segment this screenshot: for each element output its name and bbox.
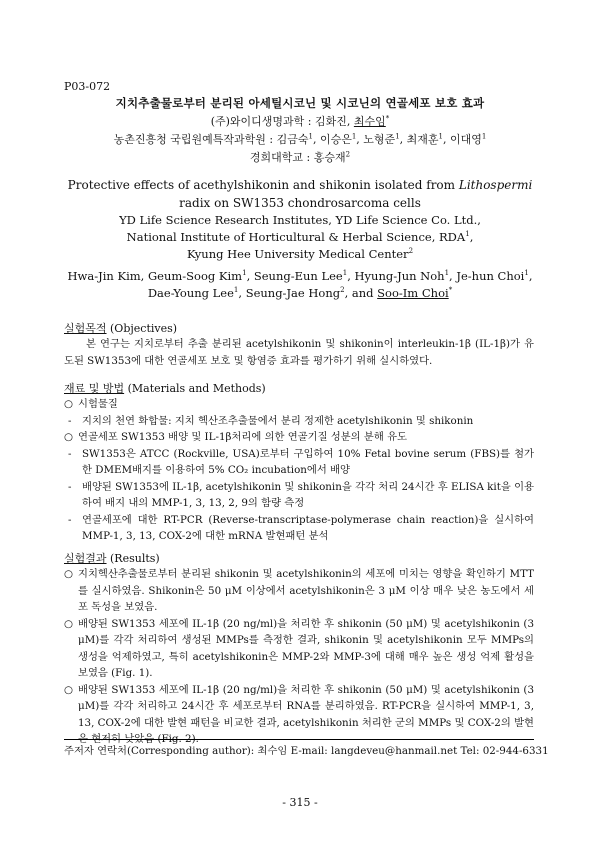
author-kor: 이대영	[450, 133, 482, 146]
corresponding-author-kor: 최수임	[353, 115, 386, 128]
list-item-text: 연골세포에 대한 RT-PCR (Reverse-transcriptase-polymerase chain reaction)을 실시하여 MMP-1, 3, 13, COX-2에 대한 mRNA 발현패턴 분석	[82, 513, 534, 542]
results-heading	[64, 550, 160, 566]
affiliation-text: 경희대학교 : 홍승재	[249, 151, 346, 164]
author-text: , Je-hun Choi	[449, 269, 525, 283]
bullet-mark: ○	[64, 398, 73, 410]
affiliation-text: 농촌진흥청 국립원예특작과학원 :	[113, 133, 277, 146]
author-kor: 이승은	[319, 133, 352, 146]
bullet-mark: -	[68, 480, 72, 493]
author-kor: 노형준	[363, 133, 396, 146]
section-title-en: (Results)	[106, 552, 160, 565]
title-italic: Lithospermi	[458, 178, 533, 192]
list-item-text: 배양된 SW1353 세포에 IL-1β (20 ng/ml)을 처리한 후 shikonin (50 μM) 및 acetylshikonin (3 μM)를 각각 처리하고 24시간 후 세포로부터 RNA를 분리하였음. RT-PCR을 실시하여 MMP-1, 3, 13, COX-2에 대한 발현 패턴을 비교한 결과, acetylshikonin 처리한 군의 MMPs 및 COX-2의 발현은 현저히 낮았음 (Fig. 2).	[78, 683, 534, 745]
list-item	[64, 566, 534, 616]
list-item	[64, 429, 534, 446]
korean-affiliation-1: (주)와이디생명과학 : 김화진, 최수임*	[210, 114, 390, 128]
english-affiliations	[50, 212, 550, 263]
institution-1: YD Life Science Research Institutes, YD Life Science Co. Ltd.,	[119, 213, 481, 227]
section-title-en: (Objectives)	[106, 322, 178, 335]
list-item-text: 시험물질	[78, 398, 118, 410]
author-text: , Hyung-Jun Noh	[347, 269, 445, 283]
section-title: 실험결과	[64, 552, 107, 565]
list-item-text: 배양된 SW1353에 IL-1β, acetylshikonin 및 shikonin을 각각 처리 24시간 후 ELISA kit을 이용하여 배지 내의 MMP-1, 3, 13, 2, 9의 함량 측정	[82, 480, 534, 509]
title-text: Protective effects of acethylshikonin and shikonin isolated from	[67, 178, 459, 192]
affiliation-text: (주)와이디생명과학 : 김화진,	[210, 115, 354, 128]
list-item	[64, 616, 534, 682]
list-item-text: 연골세포 SW1353 배양 및 IL-1β처리에 의한 연골기질 성분의 분해 유도	[78, 431, 407, 443]
institution-text: Kyung Hee University Medical Center	[186, 247, 409, 261]
list-item-text: 지치헥산추출물로부터 분리된 shikonin 및 acetylshikonin의 세포에 미치는 영향을 확인하기 MTT를 실시하였음. Shikonin은 50 μM 이상에서 acetylshikonin은 3 μM 이상 매우 낮은 농도에서 세포 독성을 보였음.	[78, 568, 534, 613]
author-text: , Seung-Eun Lee	[246, 269, 343, 283]
methods-heading	[64, 380, 266, 396]
bullet-mark: ○	[64, 683, 73, 696]
corresponding-author-en: Soo-Im Choi	[377, 286, 449, 300]
bullet-mark: ○	[64, 568, 73, 580]
korean-affiliation-2: 농촌진흥청 국립원예특작과학원 : 김금숙$^1$, 이승은$^1$, 노형준$^1$, 최재훈$^1$, 이대영$^1$	[113, 132, 487, 146]
section-title-en: (Materials and Methods)	[124, 382, 266, 395]
bullet-mark: ○	[64, 431, 73, 443]
list-item	[64, 413, 534, 430]
objectives-text: 본 연구는 지치로부터 추출 분리된 acetylshikonin 및 shikonin이 interleukin-1β (IL-1β)가 유도된 SW1353에 대한 연골세포 보호 및 항염증 효과를 평가하기 위해 실시하였다.	[64, 338, 534, 367]
title-text: radix on SW1353 chondrosarcoma cells	[179, 196, 421, 210]
corresponding-author-footer: 주저자 연락처(Corresponding author): 최수임 E-mail: langdeveu@hanmail.net Tel: 02-944-6331	[64, 745, 549, 757]
author-text: Hwa-Jin Kim, Geum-Soog Kim	[67, 269, 243, 283]
english-title	[50, 176, 550, 212]
author-text: , Seung-Jae Hong	[238, 286, 341, 300]
bullet-mark: ○	[64, 617, 73, 630]
list-item	[64, 479, 534, 512]
methods-list	[64, 396, 534, 545]
author-text: ,	[528, 269, 533, 283]
author-text: Dae-Young Lee	[147, 286, 234, 300]
abstract-code: P03-072	[64, 80, 111, 93]
page-number: - 315 -	[282, 796, 318, 809]
bullet-mark: -	[68, 513, 72, 526]
institution-text: National Institute of Horticultural & Herbal Science, RDA	[126, 230, 466, 244]
korean-title: 지치추출물로부터 분리된 아세틸시코닌 및 시코닌의 연골세포 보호 효과	[115, 96, 485, 110]
korean-affiliation-3: 경희대학교 : 홍승재$^2$	[249, 150, 351, 164]
list-item	[64, 396, 534, 413]
list-item	[64, 512, 534, 545]
author-kor: 김금숙	[276, 133, 309, 146]
bullet-mark: -	[68, 414, 72, 427]
objectives-heading	[64, 320, 177, 336]
author-kor: 최재훈	[406, 133, 439, 146]
footer-divider	[64, 739, 534, 740]
english-authors: Hwa-Jin Kim, Geum-Soog Kim$^1$, Seung-Eun Lee$^1$, Hyung-Jun Noh$^1$, Je-hun Choi$^1$, Dae-Young Lee$^1$, Seung-Jae Hong$^2$, and Soo-Im Choi*	[67, 269, 533, 300]
results-list	[64, 566, 534, 748]
list-item	[64, 682, 534, 748]
section-title: 실험목적	[64, 322, 107, 335]
section-title: 재료 및 방법	[64, 382, 125, 395]
institution-2: National Institute of Horticultural & Herbal Science, RDA$^1$,	[126, 230, 474, 244]
author-text: , and	[344, 286, 378, 300]
institution-3: Kyung Hee University Medical Center$^2$	[186, 247, 414, 261]
bullet-mark: -	[68, 447, 72, 460]
list-item-text: SW1353은 ATCC (Rockville, USA)로부터 구입하여 10% Fetal bovine serum (FBS)를 첨가한 DMEM배지를 이용하여 5% CO₂ incubation에서 배양	[82, 447, 534, 476]
list-item	[64, 446, 534, 479]
list-item-text: 지치의 천연 화합물: 지치 헥산조추출물에서 분리 정제한 acetylshikonin 및 shikonin	[82, 414, 474, 427]
list-item-text: 배양된 SW1353 세포에 IL-1β (20 ng/ml)을 처리한 후 shikonin (50 μM) 및 acetylshikonin (3 μM)를 각각 처리하여 생성된 MMPs를 측정한 결과, shikonin 및 acetylshikonin 모두 MMPs의 생성을 억제하였고, 특히 acetylshikonin은 MMP-2와 MMP-3에 대해 매우 높은 생성 억제 활성을 보였음 (Fig. 1).	[78, 617, 534, 679]
